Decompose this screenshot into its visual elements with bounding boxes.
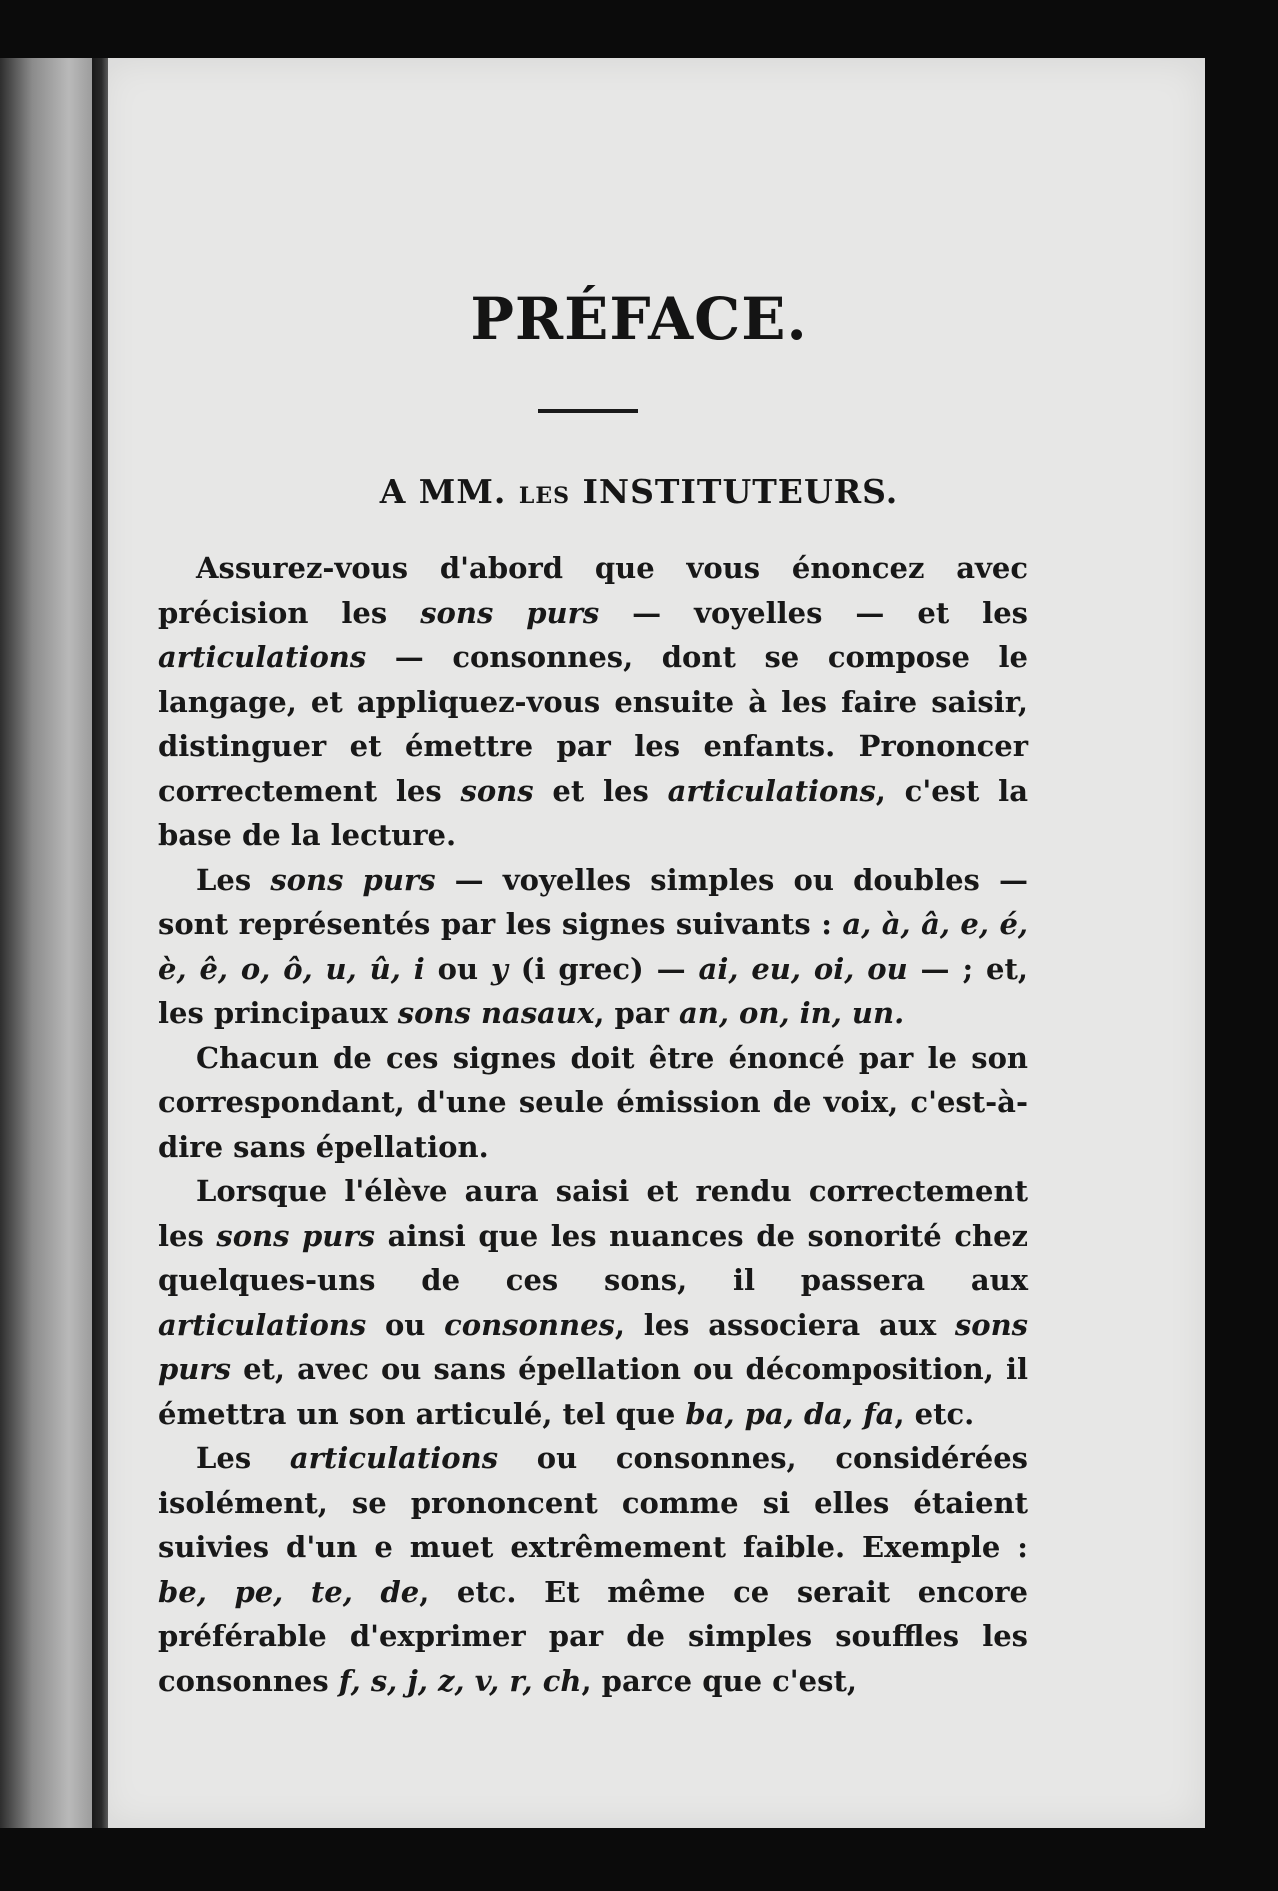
text-run: Assurez-vous d'abord que vous énoncez avec précision les: [158, 551, 1028, 630]
italic-text: sons purs: [420, 595, 600, 630]
italic-text: an, on, in, un.: [678, 996, 905, 1030]
italic-text: consonnes: [444, 1307, 615, 1342]
page-title: PRÉFACE.: [470, 285, 808, 353]
italic-text: sons purs: [158, 1307, 1028, 1386]
text-run: , c'est la base de la lecture.: [158, 773, 1028, 852]
italic-text: y: [490, 951, 508, 986]
italic-text: f, s, j, z, v, r, ch: [338, 1663, 582, 1698]
italic-text: ba, pa, da, fa: [685, 1396, 895, 1431]
italic-text: articulations: [158, 1307, 367, 1342]
text-run: Les: [196, 862, 271, 897]
text-run: — consonnes, dont se compose le langage, et appliquez-vous ensuite à les faire saisir, distinguer et émettre par les enfants. Prononcer correctement les: [158, 640, 1028, 808]
paragraph: [158, 858, 1028, 1036]
text-run: — ; et, les principaux: [158, 951, 1028, 1030]
text-run: ou consonnes, considérées isolément, se prononcent comme si elles étaient suivies d'un e muet extrêmement faible. Exemple :: [158, 1441, 1028, 1564]
text-run: Lorsque l'élève aura saisi et rendu correctement les: [158, 1174, 1028, 1253]
text-run: , etc.: [894, 1396, 975, 1431]
italic-text: be, pe, te, de: [158, 1574, 420, 1609]
text-run: (i grec) —: [507, 951, 699, 986]
italic-text: sons purs: [216, 1218, 375, 1253]
italic-text: a, à, â, e, é, è, ê, o, ô, u, û, i: [158, 907, 1028, 986]
preface-body: [158, 546, 1028, 1703]
text-run: — voyelles simples ou doubles — sont représentés par les signes suivants :: [158, 862, 1029, 941]
page-subtitle: [0, 472, 1278, 511]
text-run: ainsi que les nuances de sonorité chez quelques-uns de ces sons, il passera aux: [158, 1218, 1028, 1297]
text-run: et, avec ou sans épellation ou décomposition, il émettra un son articulé, tel que: [158, 1352, 1028, 1431]
text-run: Les: [196, 1441, 290, 1475]
text-run: Chacun de ces signes doit être énoncé par le son correspondant, d'une seule émission de voix, c'est-à-dire sans épellation.: [158, 1040, 1028, 1164]
title-rule: [538, 409, 638, 413]
italic-text: sons nasaux: [397, 996, 595, 1030]
paragraph: [158, 1036, 1028, 1170]
paragraph: [158, 1436, 1028, 1703]
italic-text: ai, eu, oi, ou: [698, 951, 908, 986]
italic-text: articulations: [158, 640, 367, 674]
italic-text: articulations: [289, 1441, 499, 1475]
italic-text: sons: [460, 773, 534, 808]
text-run: , parce que c'est,: [581, 1663, 857, 1698]
text-run: — voyelles — et les: [599, 595, 1028, 630]
text-run: , etc. Et même ce serait encore préférable d'exprimer par de simples souffles les consonnes: [158, 1574, 1028, 1698]
paragraph: [158, 1169, 1028, 1436]
text-run: ou: [424, 951, 491, 986]
subtitle-part-2: LES: [518, 483, 570, 509]
subtitle-part-1: A MM.: [379, 472, 507, 511]
italic-text: articulations: [667, 773, 876, 808]
text-run: et les: [533, 773, 668, 808]
subtitle-part-3: INSTITUTEURS.: [582, 472, 899, 511]
paragraph: [158, 546, 1028, 858]
italic-text: sons purs: [270, 862, 436, 897]
text-run: , par: [594, 996, 679, 1030]
text-run: ou: [366, 1307, 445, 1342]
text-run: , les associera aux: [614, 1307, 955, 1342]
